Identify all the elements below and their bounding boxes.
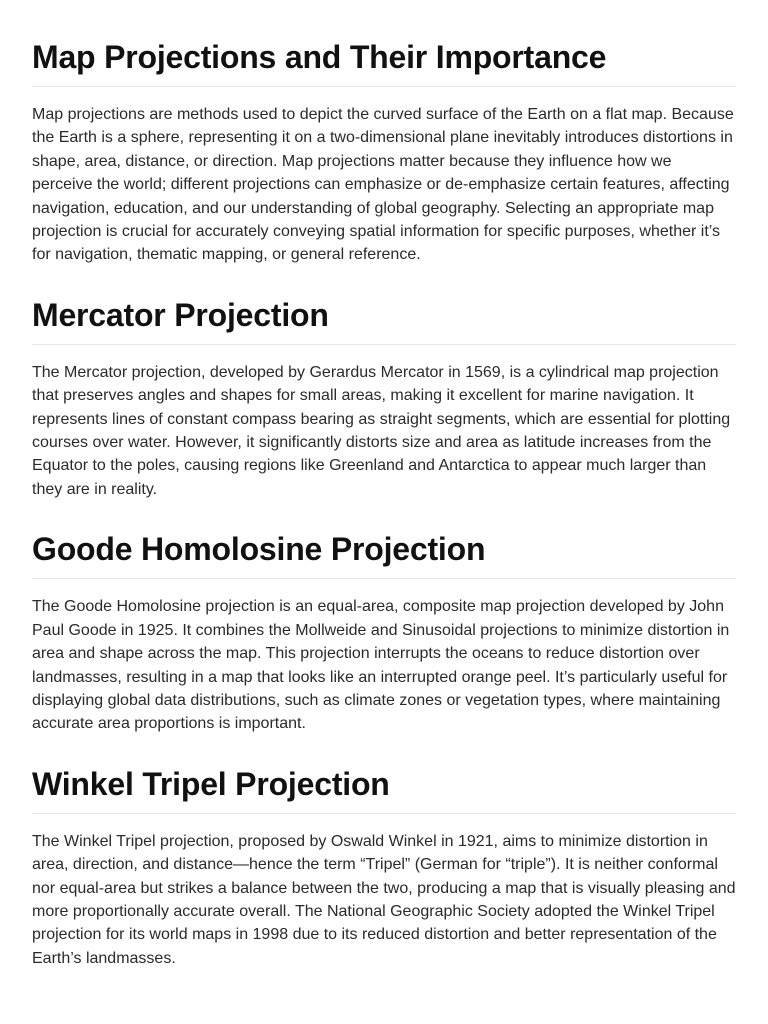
section-body: The Goode Homolosine projection is an equal-area, composite map projection developed by John Paul Goode in 1925. It combines the Mollweide and Sinusoidal projections to minimize distortion in area and shape across the map. This projection interrupts the oceans to reduce distortion over landmasses, resulting in a map that looks like an interrupted orange peel. It’s particularly useful for displaying global data distributions, such as climate zones or vegetation types, where maintaining accurate area proportions is important.: [32, 598, 730, 733]
section-goode-homolosine: [32, 528, 736, 735]
section-mercator: [32, 294, 736, 501]
section-winkel-tripel: [32, 763, 736, 970]
section-heading: Map Projections and Their Importance: [32, 36, 736, 87]
section-body: The Winkel Tripel projection, proposed by Oswald Winkel in 1921, aims to minimize distortion in area, direction, and distance—hence the term “Tripel” (German for “triple”). It is neither conformal nor equal-area but strikes a balance between the two, producing a map that is visually pleasing and more proportionally accurate overall. The National Geographic Society adopted the Winkel Tripel projection for its world maps in 1998 due to its reduced distortion and better representation of the Earth’s landmasses.: [32, 832, 736, 967]
section-heading: Goode Homolosine Projection: [32, 528, 736, 579]
section-body: Map projections are methods used to depict the curved surface of the Earth on a flat map. Because the Earth is a sphere, representing it on a two-dimensional plane inevitably introduces distortions in shape, area, distance, or direction. Map projections matter because they influence how we perceive the world; different projections can emphasize or de-emphasize certain features, affecting navigation, education, and our understanding of global geography. Selecting an appropriate map projection is crucial for accurately conveying spatial information for specific purposes, whether it’s for navigation, thematic mapping, or general reference.: [32, 106, 734, 264]
section-body: The Mercator projection, developed by Gerardus Mercator in 1569, is a cylindrical map projection that preserves angles and shapes for small areas, making it excellent for marine navigation. It represents lines of constant compass bearing as straight segments, which are essential for plotting courses over water. However, it significantly distorts size and area as latitude increases from the Equator to the poles, causing regions like Greenland and Antarctica to appear much larger than they are in reality.: [32, 363, 731, 498]
section-heading: Winkel Tripel Projection: [32, 763, 736, 814]
section-map-projections: [32, 36, 736, 267]
section-heading: Mercator Projection: [32, 294, 736, 345]
